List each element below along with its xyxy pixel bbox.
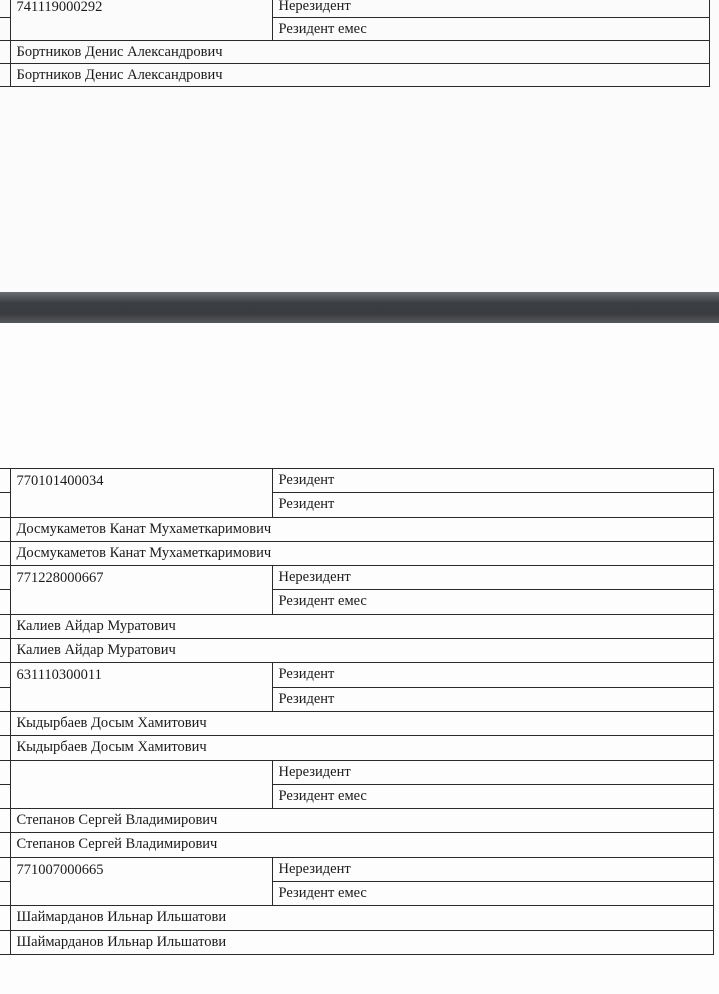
holders-table-bottom <box>0 468 714 955</box>
bin-code-cell <box>10 760 272 809</box>
residency-status-ru: Нерезидент <box>272 0 710 18</box>
person-name-cell: Шаймарданов Ильнар Ильшатови <box>10 906 714 930</box>
residency-status-ru: Резидент <box>272 663 714 687</box>
holders-table-top <box>0 0 710 87</box>
document-page-bottom <box>0 323 719 994</box>
page-divider <box>0 292 719 323</box>
bin-code-cell: 771007000665 <box>10 857 272 906</box>
table-row <box>0 760 714 784</box>
person-name-cell: Калиев Айдар Муратович <box>10 614 714 638</box>
table-row <box>0 833 714 857</box>
table-row <box>0 64 710 87</box>
table-row <box>0 639 714 663</box>
residency-status-ru: Нерезидент <box>272 566 714 590</box>
person-name-cell: Досмукаметов Канат Мухаметкаримович <box>10 517 714 541</box>
person-name-cell: Досмукаметов Канат Мухаметкаримович <box>10 541 714 565</box>
table-row <box>0 566 714 590</box>
person-name-cell: Калиев Айдар Муратович <box>10 639 714 663</box>
bin-code-cell: 741119000292 <box>10 0 272 41</box>
table-row <box>0 469 714 493</box>
table-row <box>0 0 710 18</box>
person-name-cell: Степанов Сергей Владимирович <box>10 833 714 857</box>
person-name-cell: Бортников Денис Александрович <box>10 64 710 87</box>
residency-status-kz: Резидент емес <box>272 784 714 808</box>
residency-status-kz: Резидент емес <box>272 882 714 906</box>
person-name-cell: Шаймарданов Ильнар Ильшатови <box>10 930 714 954</box>
bin-code-cell: 771228000667 <box>10 566 272 615</box>
person-name-cell: Кыдырбаев Досым Хамитович <box>10 736 714 760</box>
residency-status-kz: Резидент емес <box>272 18 710 41</box>
residency-status-kz: Резидент емес <box>272 590 714 614</box>
table-row <box>0 41 710 64</box>
table-row <box>0 614 714 638</box>
table-row <box>0 857 714 881</box>
table-row <box>0 541 714 565</box>
table-row <box>0 711 714 735</box>
bin-code-cell: 770101400034 <box>10 469 272 518</box>
residency-status-kz: Резидент <box>272 493 714 517</box>
document-page-top <box>0 0 719 292</box>
residency-status-ru: Нерезидент <box>272 857 714 881</box>
bin-code-cell: 631110300011 <box>10 663 272 712</box>
person-name-cell: Кыдырбаев Досым Хамитович <box>10 711 714 735</box>
table-row <box>0 736 714 760</box>
residency-status-ru: Нерезидент <box>272 760 714 784</box>
person-name-cell: Степанов Сергей Владимирович <box>10 809 714 833</box>
person-name-cell: Бортников Денис Александрович <box>10 41 710 64</box>
table-row <box>0 930 714 954</box>
residency-status-kz: Резидент <box>272 687 714 711</box>
table-row <box>0 517 714 541</box>
residency-status-ru: Резидент <box>272 469 714 493</box>
table-row <box>0 906 714 930</box>
table-row <box>0 809 714 833</box>
table-row <box>0 663 714 687</box>
